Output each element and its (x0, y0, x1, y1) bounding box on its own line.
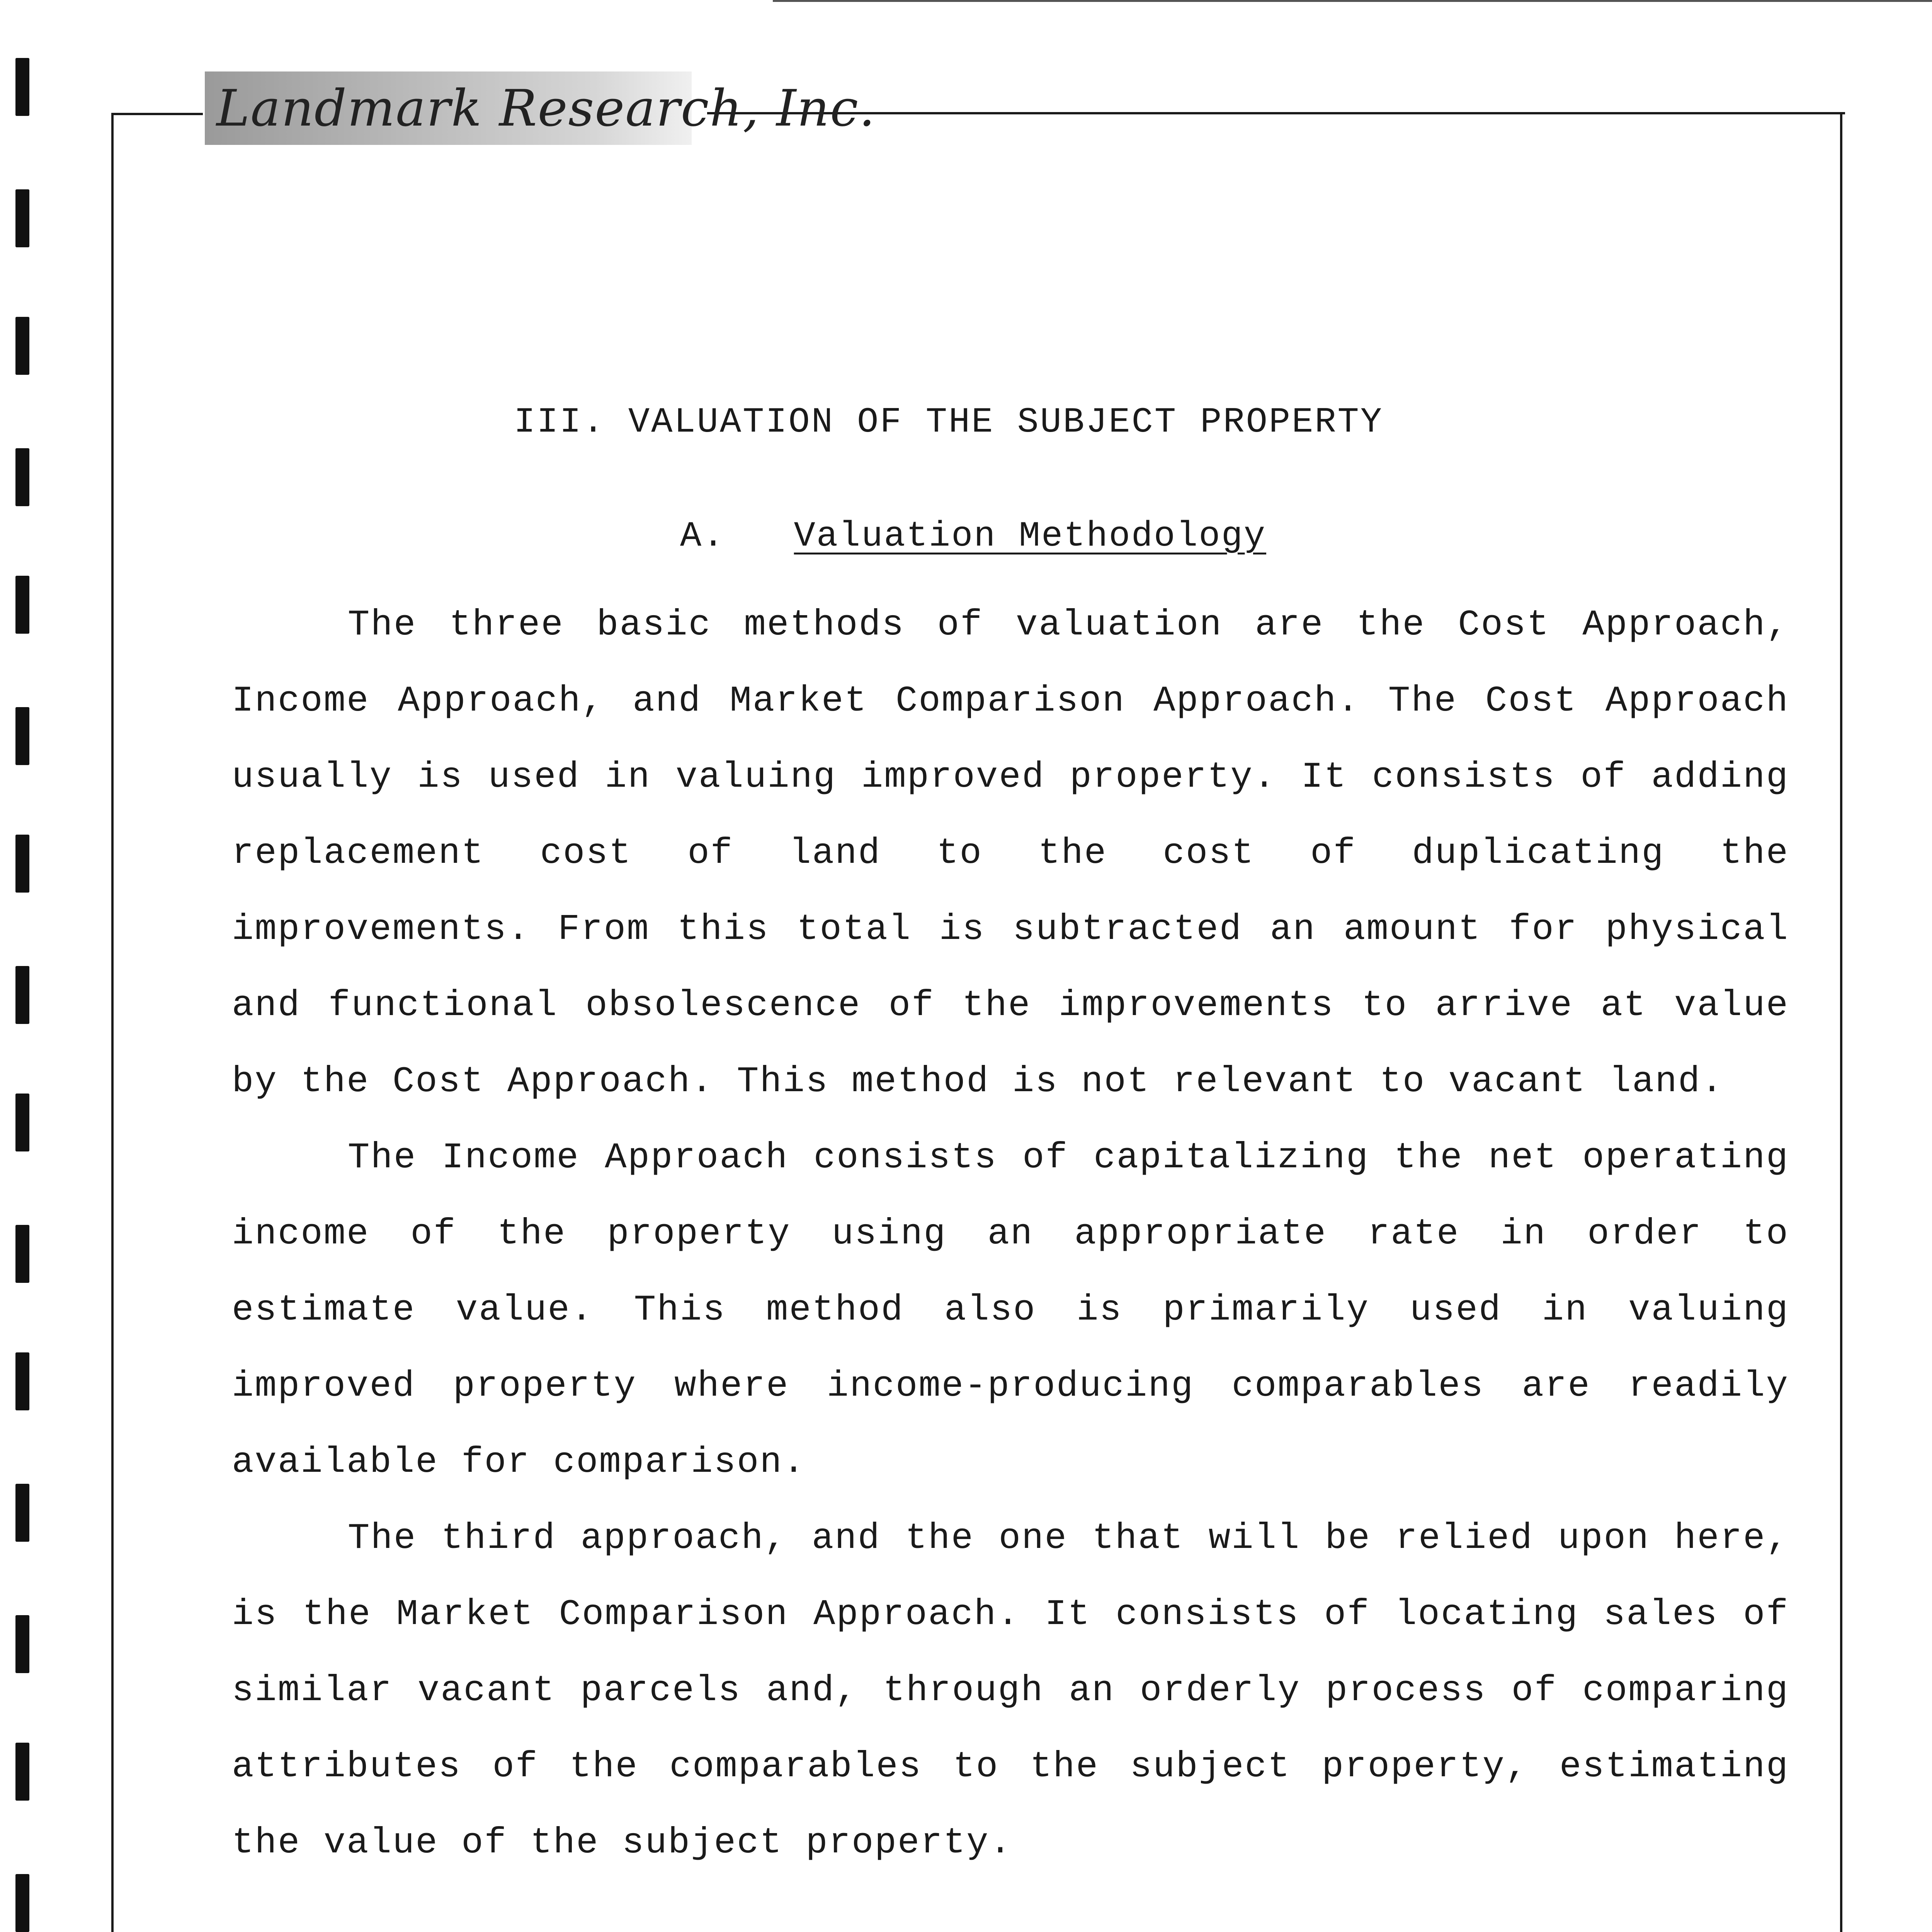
binding-hole (15, 1225, 29, 1283)
binding-hole (15, 317, 29, 375)
frame-left-line (111, 113, 114, 1932)
binding-hole (15, 448, 29, 506)
subsection-title: Valuation Methodology (794, 516, 1267, 556)
subsection-heading (680, 516, 1266, 556)
binding-hole (15, 576, 29, 634)
paragraph: The Income Approach consists of capitalizing the net operating income of the property using an appropriate rate in order to estimate value. This method also is primarily used in valuing improved property where income-producing comparables are readily available for comparison. (232, 1138, 1789, 1483)
section-title: III. VALUATION OF THE SUBJECT PROPERTY (514, 402, 1383, 442)
binding-hole (15, 58, 29, 116)
company-logo-text: Landmark Research, Inc. (216, 79, 876, 138)
company-logo (205, 71, 876, 145)
paragraph: The three basic methods of valuation are the Cost Approach, Income Approach, and Market Comparison Approach. The Cost Approach usually is used in valuing improved property. It consists of adding replacement cost of land to the cost of duplicating the improvements. From this total is subtracted an amount for physical and functional obsolescence of the improvements to arrive at value by the Cost Approach. This method is not relevant to vacant land. (232, 605, 1789, 1102)
binding-hole (15, 966, 29, 1024)
page-top-edge-line (773, 0, 1932, 2)
subsection-label: A. (680, 516, 725, 556)
binding-hole (15, 189, 29, 247)
body-text (232, 587, 1789, 1881)
binding-hole (15, 835, 29, 893)
binding-hole (15, 1484, 29, 1542)
binding-hole (15, 1094, 29, 1151)
frame-top-right-line (707, 112, 1845, 114)
binding-hole (15, 1615, 29, 1673)
frame-top-left-line (112, 113, 203, 115)
binding-hole (15, 1352, 29, 1410)
binding-hole (15, 1874, 29, 1932)
binding-hole (15, 707, 29, 765)
spiral-binding (8, 0, 50, 1932)
paragraph: The third approach, and the one that will be relied upon here, is the Market Comparison Approach. It consists of locating sales of similar vacant parcels and, through an orderly process of comparing attributes of the comparables to the subject property, estimating the value of the subject property. (232, 1518, 1789, 1864)
binding-hole (15, 1743, 29, 1801)
frame-right-line (1840, 112, 1842, 1932)
